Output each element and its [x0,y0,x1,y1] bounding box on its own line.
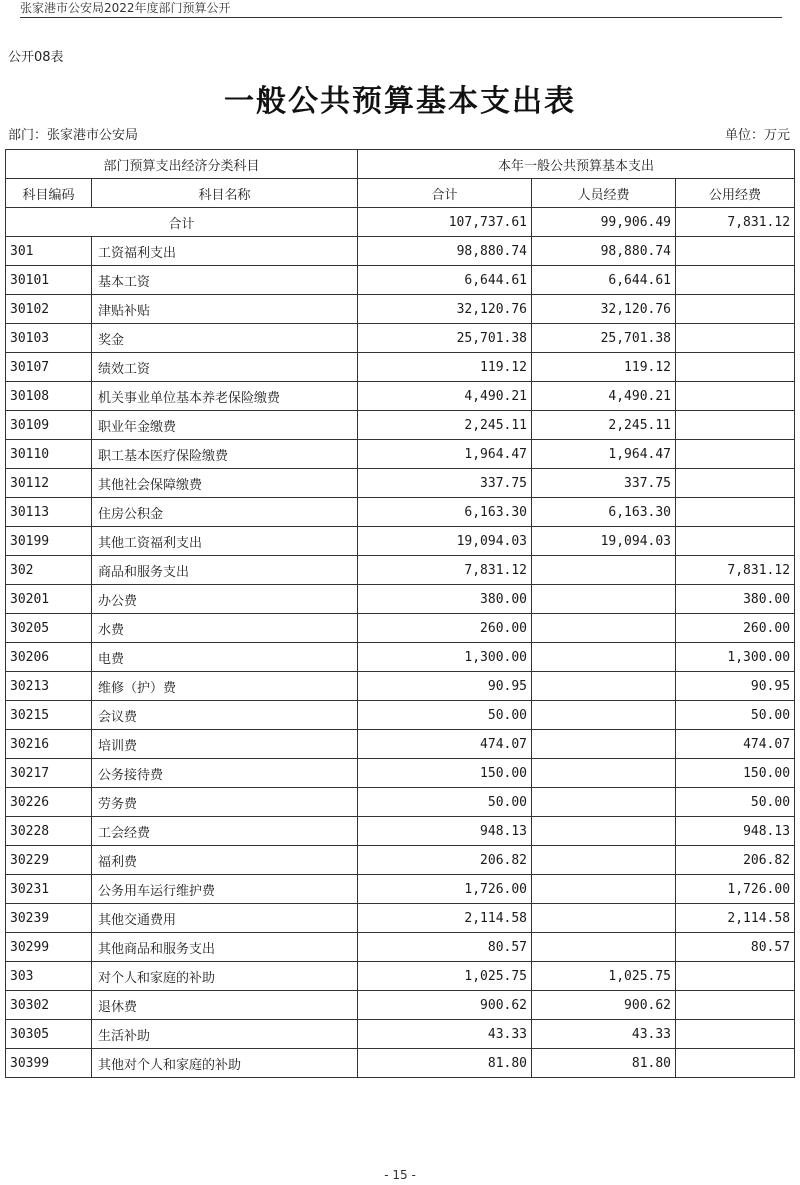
row-name: 住房公积金 [92,498,358,527]
row-personnel: 32,120.76 [532,295,676,324]
row-public [676,440,795,469]
row-public [676,1020,795,1049]
row-personnel [532,614,676,643]
row-public [676,962,795,991]
row-public [676,353,795,382]
row-personnel [532,701,676,730]
row-code: 302 [6,556,92,585]
row-code: 30399 [6,1049,92,1078]
row-total: 6,644.61 [358,266,532,295]
row-public: 7,831.12 [676,556,795,585]
row-public: 474.07 [676,730,795,759]
row-total: 80.57 [358,933,532,962]
table-row [6,846,795,875]
row-total: 150.00 [358,759,532,788]
row-name: 商品和服务支出 [92,556,358,585]
table-row [6,382,795,411]
row-personnel [532,585,676,614]
row-public: 2,114.58 [676,904,795,933]
row-name: 福利费 [92,846,358,875]
row-personnel: 81.80 [532,1049,676,1078]
row-code: 30108 [6,382,92,411]
row-public: 50.00 [676,788,795,817]
row-public: 1,300.00 [676,643,795,672]
row-personnel [532,672,676,701]
row-name: 生活补助 [92,1020,358,1049]
row-public [676,266,795,295]
row-code: 30216 [6,730,92,759]
table-row [6,1049,795,1078]
column-header-public: 公用经费 [676,179,795,208]
row-personnel: 1,025.75 [532,962,676,991]
row-total: 50.00 [358,788,532,817]
row-public: 1,726.00 [676,875,795,904]
row-personnel: 4,490.21 [532,382,676,411]
row-personnel: 337.75 [532,469,676,498]
table-row [6,324,795,353]
unit-label: 单位：万元 [724,128,790,143]
column-header-total: 合计 [358,179,532,208]
row-personnel: 43.33 [532,1020,676,1049]
row-personnel [532,556,676,585]
table-row [6,962,795,991]
row-personnel: 6,163.30 [532,498,676,527]
row-code: 30302 [6,991,92,1020]
row-name: 会议费 [92,701,358,730]
row-public: 80.57 [676,933,795,962]
row-code: 30199 [6,527,92,556]
row-personnel: 1,964.47 [532,440,676,469]
row-code: 30305 [6,1020,92,1049]
group-header-expenditure: 本年一般公共预算基本支出 [358,150,795,179]
row-name: 其他对个人和家庭的补助 [92,1049,358,1078]
table-row [6,266,795,295]
row-total: 6,163.30 [358,498,532,527]
row-total: 19,094.03 [358,527,532,556]
row-personnel [532,875,676,904]
row-name: 对个人和家庭的补助 [92,962,358,991]
row-public [676,237,795,266]
row-total: 43.33 [358,1020,532,1049]
form-number: 公开08表 [8,50,64,65]
row-total: 900.62 [358,991,532,1020]
table-row [6,237,795,266]
row-personnel: 900.62 [532,991,676,1020]
row-name: 津贴补贴 [92,295,358,324]
table-row [6,556,795,585]
row-public: 90.95 [676,672,795,701]
row-code: 30205 [6,614,92,643]
row-code: 30299 [6,933,92,962]
column-header-personnel: 人员经费 [532,179,676,208]
row-name: 职业年金缴费 [92,411,358,440]
row-public: 150.00 [676,759,795,788]
row-personnel [532,817,676,846]
row-personnel: 6,644.61 [532,266,676,295]
row-code: 30206 [6,643,92,672]
row-personnel [532,759,676,788]
row-total: 32,120.76 [358,295,532,324]
page-title: 一般公共预算基本支出表 [224,84,576,119]
row-name: 职工基本医疗保险缴费 [92,440,358,469]
row-code: 30102 [6,295,92,324]
row-public: 380.00 [676,585,795,614]
row-name: 公务接待费 [92,759,358,788]
table-row [6,353,795,382]
column-header-row [6,179,795,208]
row-total: 1,964.47 [358,440,532,469]
department-label: 部门：张家港市公安局 [8,128,139,143]
row-total: 98,880.74 [358,237,532,266]
table-row [6,759,795,788]
budget-table [5,149,795,1078]
row-personnel [532,846,676,875]
row-name: 其他社会保障缴费 [92,469,358,498]
row-total: 260.00 [358,614,532,643]
row-personnel [532,788,676,817]
row-public [676,469,795,498]
table-row [6,643,795,672]
row-code: 30217 [6,759,92,788]
row-code: 30213 [6,672,92,701]
row-name: 劳务费 [92,788,358,817]
row-code: 30113 [6,498,92,527]
row-personnel: 98,880.74 [532,237,676,266]
row-total: 474.07 [358,730,532,759]
row-personnel: 19,094.03 [532,527,676,556]
total-row-public: 7,831.12 [676,208,795,237]
row-public: 260.00 [676,614,795,643]
row-name: 奖金 [92,324,358,353]
table-row [6,904,795,933]
row-total: 1,025.75 [358,962,532,991]
total-row-total: 107,737.61 [358,208,532,237]
row-public [676,411,795,440]
row-code: 30201 [6,585,92,614]
row-name: 工会经费 [92,817,358,846]
row-name: 工资福利支出 [92,237,358,266]
row-code: 30103 [6,324,92,353]
row-total: 25,701.38 [358,324,532,353]
row-name: 维修（护）费 [92,672,358,701]
row-name: 其他商品和服务支出 [92,933,358,962]
row-code: 30215 [6,701,92,730]
row-total: 1,726.00 [358,875,532,904]
row-personnel: 25,701.38 [532,324,676,353]
group-header-classification: 部门预算支出经济分类科目 [6,150,358,179]
row-personnel [532,933,676,962]
table-row [6,933,795,962]
row-public: 948.13 [676,817,795,846]
table-row [6,585,795,614]
row-code: 30228 [6,817,92,846]
table-row [6,875,795,904]
table-row [6,440,795,469]
row-code: 30226 [6,788,92,817]
row-total: 50.00 [358,701,532,730]
row-public [676,498,795,527]
table-row [6,672,795,701]
row-code: 301 [6,237,92,266]
row-total: 119.12 [358,353,532,382]
table-row [6,295,795,324]
table-row [6,701,795,730]
row-name: 公务用车运行维护费 [92,875,358,904]
row-total: 4,490.21 [358,382,532,411]
total-row-personnel: 99,906.49 [532,208,676,237]
row-total: 2,245.11 [358,411,532,440]
table-row [6,527,795,556]
row-code: 30101 [6,266,92,295]
row-total: 7,831.12 [358,556,532,585]
row-total: 2,114.58 [358,904,532,933]
row-total: 81.80 [358,1049,532,1078]
row-name: 培训费 [92,730,358,759]
row-name: 电费 [92,643,358,672]
total-row [6,208,795,237]
row-code: 30112 [6,469,92,498]
row-name: 机关事业单位基本养老保险缴费 [92,382,358,411]
row-name: 基本工资 [92,266,358,295]
row-code: 303 [6,962,92,991]
row-public [676,1049,795,1078]
total-row-label: 合计 [6,208,358,237]
group-header-row [6,150,795,179]
row-code: 30110 [6,440,92,469]
column-header-name: 科目名称 [92,179,358,208]
row-total: 1,300.00 [358,643,532,672]
row-public [676,324,795,353]
table-row [6,614,795,643]
row-public [676,527,795,556]
row-code: 30107 [6,353,92,382]
page-number: - 15 - [384,1168,416,1182]
row-personnel [532,904,676,933]
row-code: 30231 [6,875,92,904]
table-row [6,817,795,846]
row-total: 337.75 [358,469,532,498]
row-name: 办公费 [92,585,358,614]
row-personnel: 119.12 [532,353,676,382]
row-personnel [532,643,676,672]
row-name: 绩效工资 [92,353,358,382]
table-row [6,498,795,527]
row-total: 206.82 [358,846,532,875]
row-name: 其他交通费用 [92,904,358,933]
row-code: 30229 [6,846,92,875]
row-public [676,295,795,324]
row-name: 水费 [92,614,358,643]
column-header-code: 科目编码 [6,179,92,208]
row-public: 206.82 [676,846,795,875]
row-total: 90.95 [358,672,532,701]
running-head: 张家港市公安局2022年度部门预算公开 [20,0,782,18]
row-code: 30239 [6,904,92,933]
row-personnel [532,730,676,759]
table-row [6,991,795,1020]
row-name: 退休费 [92,991,358,1020]
table-row [6,730,795,759]
row-public [676,991,795,1020]
row-name: 其他工资福利支出 [92,527,358,556]
table-row [6,469,795,498]
row-public [676,382,795,411]
table-row [6,788,795,817]
table-row [6,411,795,440]
row-public: 50.00 [676,701,795,730]
table-row [6,1020,795,1049]
row-personnel: 2,245.11 [532,411,676,440]
row-total: 948.13 [358,817,532,846]
row-total: 380.00 [358,585,532,614]
row-code: 30109 [6,411,92,440]
